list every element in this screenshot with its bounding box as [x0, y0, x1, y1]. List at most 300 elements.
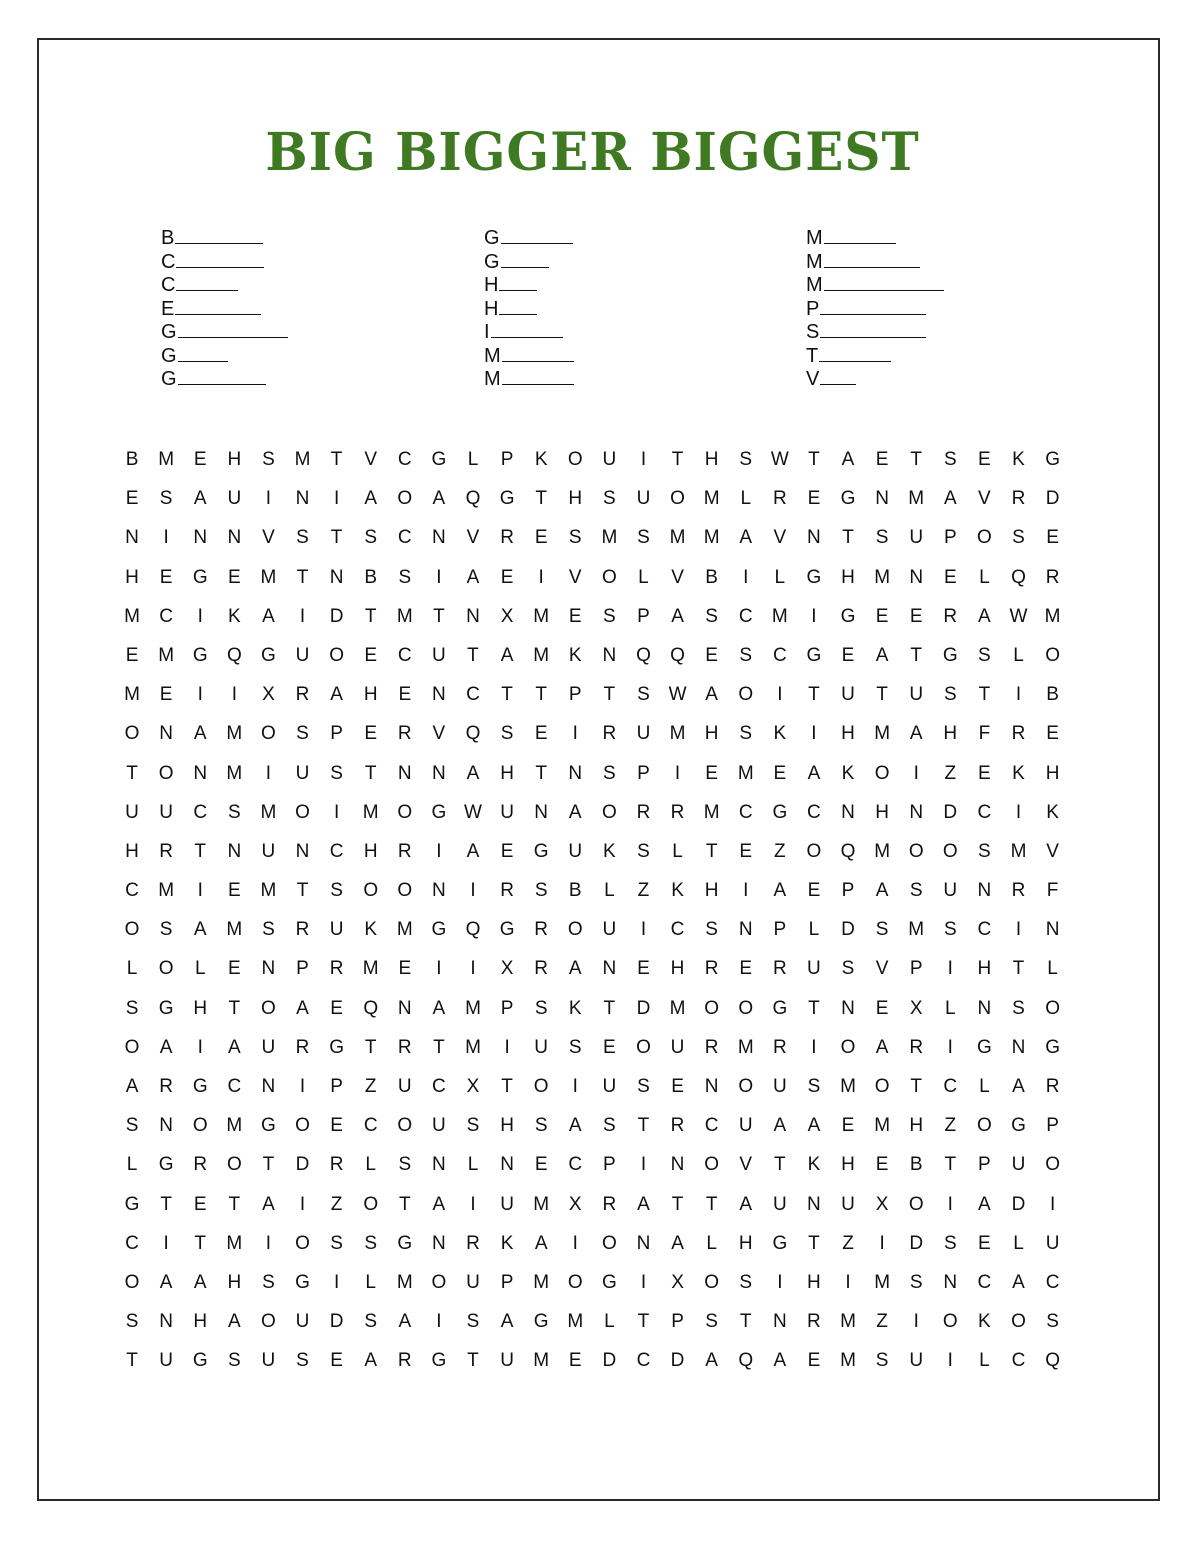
- grid-letter[interactable]: C: [125, 1232, 139, 1254]
- grid-letter[interactable]: S: [1012, 997, 1025, 1019]
- grid-letter[interactable]: P: [603, 1154, 616, 1176]
- grid-letter[interactable]: E: [739, 840, 753, 862]
- grid-letter[interactable]: N: [670, 1154, 685, 1176]
- grid-letter[interactable]: I: [743, 566, 749, 588]
- grid-letter[interactable]: P: [637, 605, 650, 627]
- clue-answer-blank[interactable]: [176, 272, 238, 291]
- grid-letter[interactable]: T: [296, 566, 309, 588]
- grid-letter[interactable]: E: [227, 880, 241, 902]
- grid-letter[interactable]: E: [227, 566, 241, 588]
- grid-letter[interactable]: S: [227, 801, 241, 823]
- grid-letter[interactable]: F: [1046, 880, 1059, 902]
- grid-letter[interactable]: A: [909, 723, 923, 745]
- grid-letter[interactable]: N: [432, 1232, 446, 1254]
- grid-letter[interactable]: D: [636, 997, 651, 1019]
- grid-letter[interactable]: K: [500, 1232, 514, 1254]
- grid-letter[interactable]: O: [567, 449, 583, 470]
- grid-letter[interactable]: M: [703, 801, 720, 823]
- grid-letter[interactable]: D: [943, 801, 958, 823]
- grid-letter[interactable]: R: [193, 1154, 208, 1176]
- grid-letter[interactable]: S: [466, 1311, 480, 1333]
- grid-letter[interactable]: E: [193, 449, 207, 470]
- grid-letter[interactable]: N: [227, 527, 242, 549]
- grid-letter[interactable]: U: [466, 1271, 480, 1293]
- grid-letter[interactable]: T: [910, 449, 922, 470]
- grid-letter[interactable]: S: [534, 880, 548, 902]
- grid-letter[interactable]: S: [739, 644, 753, 666]
- grid-letter[interactable]: S: [705, 605, 718, 627]
- grid-letter[interactable]: E: [364, 644, 378, 666]
- grid-letter[interactable]: S: [943, 919, 957, 941]
- grid-letter[interactable]: X: [262, 684, 275, 706]
- grid-letter[interactable]: P: [568, 684, 582, 706]
- grid-letter[interactable]: T: [126, 762, 138, 784]
- grid-letter[interactable]: U: [125, 801, 139, 823]
- grid-letter[interactable]: M: [124, 605, 140, 627]
- grid-letter[interactable]: V: [568, 566, 582, 588]
- grid-letter[interactable]: I: [913, 1311, 919, 1333]
- grid-letter[interactable]: T: [910, 644, 922, 666]
- grid-letter[interactable]: T: [330, 449, 343, 470]
- grid-letter[interactable]: S: [227, 1350, 241, 1372]
- grid-letter[interactable]: O: [840, 1036, 856, 1058]
- grid-letter[interactable]: N: [432, 684, 446, 706]
- grid-letter[interactable]: K: [978, 1311, 991, 1333]
- grid-letter[interactable]: O: [226, 1154, 242, 1176]
- grid-letter[interactable]: P: [500, 449, 514, 470]
- grid-letter[interactable]: T: [1012, 958, 1025, 980]
- clue-answer-blank[interactable]: [175, 225, 263, 244]
- grid-letter[interactable]: G: [942, 644, 958, 666]
- grid-letter[interactable]: V: [773, 527, 787, 549]
- grid-letter[interactable]: G: [124, 1193, 140, 1215]
- grid-letter[interactable]: E: [1046, 527, 1059, 549]
- grid-letter[interactable]: C: [125, 880, 139, 902]
- grid-letter[interactable]: U: [227, 488, 242, 510]
- grid-letter[interactable]: D: [1045, 488, 1060, 510]
- grid-letter[interactable]: I: [947, 1193, 953, 1215]
- grid-letter[interactable]: E: [841, 1115, 855, 1137]
- grid-letter[interactable]: I: [777, 684, 783, 706]
- grid-letter[interactable]: U: [738, 1115, 753, 1137]
- grid-letter[interactable]: M: [840, 1076, 856, 1097]
- clue-answer-blank[interactable]: [491, 319, 563, 338]
- grid-letter[interactable]: M: [874, 566, 891, 588]
- grid-letter[interactable]: O: [261, 1311, 276, 1333]
- grid-letter[interactable]: G: [1011, 1115, 1026, 1137]
- grid-letter[interactable]: O: [363, 1193, 379, 1215]
- grid-letter[interactable]: I: [470, 880, 476, 902]
- grid-letter[interactable]: O: [397, 488, 413, 510]
- grid-letter[interactable]: E: [159, 684, 173, 706]
- grid-letter[interactable]: I: [1015, 801, 1022, 823]
- grid-letter[interactable]: M: [226, 723, 243, 745]
- grid-letter[interactable]: E: [500, 566, 514, 588]
- grid-letter[interactable]: I: [913, 762, 919, 784]
- grid-letter[interactable]: E: [364, 723, 378, 745]
- grid-letter[interactable]: A: [807, 762, 821, 784]
- grid-letter[interactable]: U: [500, 1350, 514, 1372]
- grid-letter[interactable]: O: [908, 1193, 924, 1215]
- grid-letter[interactable]: I: [947, 1036, 953, 1058]
- grid-letter[interactable]: T: [433, 605, 445, 627]
- grid-letter[interactable]: S: [943, 449, 957, 470]
- grid-letter[interactable]: U: [602, 449, 617, 470]
- grid-letter[interactable]: H: [125, 566, 139, 588]
- grid-letter[interactable]: M: [396, 1271, 413, 1293]
- grid-letter[interactable]: M: [703, 527, 720, 549]
- grid-letter[interactable]: O: [261, 723, 276, 745]
- grid-letter[interactable]: S: [807, 1076, 821, 1097]
- grid-letter[interactable]: Q: [738, 1350, 754, 1372]
- grid-letter[interactable]: H: [363, 840, 378, 862]
- grid-letter[interactable]: S: [637, 840, 650, 862]
- grid-letter[interactable]: H: [363, 684, 378, 706]
- grid-letter[interactable]: H: [977, 958, 992, 980]
- grid-letter[interactable]: S: [159, 919, 173, 941]
- grid-letter[interactable]: R: [329, 1154, 344, 1176]
- grid-letter[interactable]: T: [296, 880, 309, 902]
- grid-letter[interactable]: T: [501, 1076, 513, 1097]
- grid-letter[interactable]: X: [500, 605, 514, 627]
- grid-letter[interactable]: T: [433, 1036, 445, 1058]
- grid-letter[interactable]: S: [978, 644, 991, 666]
- grid-letter[interactable]: U: [432, 1115, 446, 1137]
- grid-letter[interactable]: M: [669, 527, 686, 549]
- grid-letter[interactable]: S: [943, 1232, 957, 1254]
- grid-letter[interactable]: U: [636, 488, 651, 510]
- grid-letter[interactable]: E: [978, 1232, 991, 1254]
- grid-letter[interactable]: K: [364, 919, 378, 941]
- grid-letter[interactable]: I: [640, 1271, 647, 1293]
- grid-letter[interactable]: G: [431, 1350, 447, 1372]
- grid-letter[interactable]: U: [295, 762, 310, 784]
- grid-letter[interactable]: W: [668, 684, 687, 706]
- grid-letter[interactable]: L: [706, 1232, 717, 1254]
- grid-letter[interactable]: T: [603, 997, 616, 1019]
- grid-letter[interactable]: I: [197, 880, 203, 902]
- grid-letter[interactable]: S: [978, 840, 991, 862]
- grid-letter[interactable]: D: [329, 605, 344, 627]
- grid-letter[interactable]: T: [364, 762, 377, 784]
- grid-letter[interactable]: Q: [670, 644, 685, 666]
- grid-letter[interactable]: G: [806, 566, 822, 588]
- grid-letter[interactable]: X: [568, 1193, 582, 1215]
- grid-letter[interactable]: S: [943, 684, 957, 706]
- clue-answer-blank[interactable]: [502, 343, 574, 362]
- grid-letter[interactable]: U: [329, 919, 344, 941]
- grid-letter[interactable]: E: [330, 1115, 343, 1137]
- grid-letter[interactable]: Z: [330, 1193, 343, 1215]
- grid-letter[interactable]: A: [500, 1311, 514, 1333]
- grid-letter[interactable]: A: [637, 1193, 650, 1215]
- clue-answer-blank[interactable]: [820, 296, 926, 315]
- grid-letter[interactable]: V: [671, 566, 684, 588]
- grid-letter[interactable]: M: [260, 566, 277, 588]
- grid-letter[interactable]: U: [261, 1350, 276, 1372]
- grid-letter[interactable]: W: [464, 801, 482, 823]
- grid-letter[interactable]: M: [874, 723, 891, 745]
- grid-letter[interactable]: E: [534, 1154, 548, 1176]
- grid-letter[interactable]: G: [772, 801, 788, 823]
- grid-letter[interactable]: N: [807, 1193, 821, 1215]
- grid-letter[interactable]: E: [193, 1193, 207, 1215]
- clue-answer-blank[interactable]: [824, 272, 944, 291]
- grid-letter[interactable]: O: [942, 1311, 958, 1333]
- grid-letter[interactable]: H: [227, 1271, 242, 1293]
- grid-letter[interactable]: K: [603, 840, 616, 862]
- grid-letter[interactable]: Z: [944, 762, 957, 784]
- grid-letter[interactable]: S: [637, 527, 650, 549]
- grid-letter[interactable]: P: [909, 958, 923, 980]
- grid-letter[interactable]: U: [534, 1036, 549, 1058]
- grid-letter[interactable]: C: [466, 684, 480, 706]
- grid-letter[interactable]: W: [1009, 605, 1028, 627]
- grid-letter[interactable]: A: [978, 605, 991, 627]
- grid-letter[interactable]: I: [197, 1036, 203, 1058]
- grid-letter[interactable]: E: [807, 488, 821, 510]
- grid-letter[interactable]: O: [295, 1115, 310, 1137]
- grid-letter[interactable]: T: [535, 488, 547, 510]
- grid-letter[interactable]: R: [500, 527, 514, 549]
- grid-letter[interactable]: R: [500, 880, 514, 902]
- grid-letter[interactable]: N: [704, 1076, 719, 1097]
- grid-letter[interactable]: Q: [465, 919, 481, 941]
- grid-letter[interactable]: N: [909, 801, 924, 823]
- grid-letter[interactable]: I: [538, 566, 544, 588]
- grid-letter[interactable]: K: [534, 449, 548, 470]
- grid-letter[interactable]: K: [1046, 801, 1059, 823]
- grid-letter[interactable]: G: [840, 605, 856, 627]
- grid-letter[interactable]: U: [397, 1076, 412, 1097]
- grid-letter[interactable]: I: [299, 1076, 306, 1097]
- grid-letter[interactable]: I: [811, 1036, 817, 1058]
- grid-letter[interactable]: O: [329, 644, 344, 666]
- grid-letter[interactable]: O: [670, 488, 685, 510]
- grid-letter[interactable]: P: [500, 1271, 514, 1293]
- grid-letter[interactable]: G: [192, 566, 208, 588]
- grid-letter[interactable]: A: [193, 488, 207, 510]
- grid-letter[interactable]: N: [977, 880, 992, 902]
- grid-letter[interactable]: O: [738, 684, 754, 706]
- grid-letter[interactable]: R: [1045, 566, 1060, 588]
- grid-letter[interactable]: R: [772, 958, 787, 980]
- grid-letter[interactable]: N: [738, 919, 753, 941]
- grid-letter[interactable]: U: [909, 684, 924, 706]
- grid-letter[interactable]: N: [261, 1076, 276, 1097]
- grid-letter[interactable]: C: [397, 449, 412, 470]
- grid-letter[interactable]: O: [431, 1271, 447, 1293]
- grid-letter[interactable]: S: [705, 1311, 718, 1333]
- grid-letter[interactable]: C: [772, 644, 787, 666]
- grid-letter[interactable]: R: [772, 488, 787, 510]
- grid-letter[interactable]: L: [194, 958, 206, 980]
- grid-letter[interactable]: A: [875, 644, 889, 666]
- grid-letter[interactable]: G: [431, 801, 447, 823]
- grid-letter[interactable]: E: [705, 762, 718, 784]
- grid-letter[interactable]: E: [875, 605, 889, 627]
- grid-letter[interactable]: C: [227, 1076, 242, 1097]
- grid-letter[interactable]: M: [260, 801, 277, 823]
- grid-letter[interactable]: M: [874, 1115, 891, 1137]
- grid-letter[interactable]: M: [396, 605, 413, 627]
- grid-letter[interactable]: E: [841, 644, 855, 666]
- grid-letter[interactable]: T: [637, 1115, 650, 1137]
- grid-letter[interactable]: A: [159, 1036, 173, 1058]
- grid-letter[interactable]: I: [231, 684, 237, 706]
- grid-letter[interactable]: O: [1011, 1311, 1026, 1333]
- grid-letter[interactable]: V: [978, 488, 991, 510]
- grid-letter[interactable]: O: [124, 723, 140, 745]
- grid-letter[interactable]: K: [671, 880, 684, 902]
- grid-letter[interactable]: U: [807, 958, 821, 980]
- grid-letter[interactable]: A: [193, 1271, 207, 1293]
- grid-letter[interactable]: U: [500, 801, 514, 823]
- grid-letter[interactable]: I: [572, 1232, 578, 1254]
- grid-letter[interactable]: A: [943, 488, 957, 510]
- grid-letter[interactable]: I: [333, 1271, 340, 1293]
- grid-letter[interactable]: S: [296, 527, 309, 549]
- grid-letter[interactable]: S: [909, 880, 923, 902]
- grid-letter[interactable]: S: [330, 1232, 343, 1254]
- grid-letter[interactable]: L: [1013, 644, 1024, 666]
- grid-letter[interactable]: T: [637, 1311, 650, 1333]
- grid-letter[interactable]: T: [467, 1350, 479, 1372]
- grid-letter[interactable]: H: [807, 1271, 821, 1293]
- grid-letter[interactable]: S: [125, 997, 139, 1019]
- grid-letter[interactable]: N: [500, 1154, 514, 1176]
- grid-letter[interactable]: K: [807, 1154, 821, 1176]
- grid-letter[interactable]: I: [265, 762, 272, 784]
- grid-letter[interactable]: O: [192, 1115, 208, 1137]
- grid-letter[interactable]: T: [535, 684, 547, 706]
- grid-letter[interactable]: A: [1012, 1076, 1025, 1097]
- grid-letter[interactable]: H: [568, 488, 583, 510]
- grid-letter[interactable]: L: [467, 449, 479, 470]
- grid-letter[interactable]: O: [158, 958, 174, 980]
- grid-letter[interactable]: T: [330, 527, 343, 549]
- clue-answer-blank[interactable]: [178, 366, 266, 385]
- grid-letter[interactable]: A: [773, 880, 787, 902]
- grid-letter[interactable]: T: [160, 1193, 172, 1215]
- grid-letter[interactable]: N: [432, 762, 446, 784]
- grid-letter[interactable]: M: [465, 1036, 481, 1058]
- grid-letter[interactable]: I: [640, 919, 647, 941]
- grid-letter[interactable]: A: [432, 997, 446, 1019]
- clue-answer-blank[interactable]: [178, 319, 288, 338]
- grid-letter[interactable]: D: [909, 1232, 924, 1254]
- grid-letter[interactable]: O: [295, 801, 310, 823]
- grid-letter[interactable]: N: [636, 1232, 651, 1254]
- grid-letter[interactable]: C: [977, 919, 992, 941]
- grid-letter[interactable]: N: [159, 723, 173, 745]
- grid-letter[interactable]: K: [773, 723, 787, 745]
- grid-letter[interactable]: X: [875, 1193, 889, 1215]
- grid-letter[interactable]: N: [977, 997, 992, 1019]
- grid-letter[interactable]: T: [705, 840, 718, 862]
- grid-letter[interactable]: H: [1045, 762, 1060, 784]
- grid-letter[interactable]: E: [568, 605, 582, 627]
- grid-letter[interactable]: T: [535, 762, 547, 784]
- grid-letter[interactable]: U: [159, 1350, 173, 1372]
- grid-letter[interactable]: H: [227, 449, 242, 470]
- grid-letter[interactable]: M: [533, 644, 550, 666]
- grid-letter[interactable]: I: [299, 605, 306, 627]
- grid-letter[interactable]: U: [943, 880, 958, 902]
- grid-letter[interactable]: E: [978, 449, 991, 470]
- grid-letter[interactable]: I: [265, 488, 272, 510]
- grid-letter[interactable]: A: [193, 919, 207, 941]
- grid-letter[interactable]: H: [704, 723, 719, 745]
- grid-letter[interactable]: S: [739, 449, 753, 470]
- grid-letter[interactable]: N: [841, 997, 855, 1019]
- grid-letter[interactable]: R: [397, 840, 412, 862]
- grid-letter[interactable]: M: [1044, 605, 1061, 627]
- grid-letter[interactable]: E: [500, 840, 514, 862]
- grid-letter[interactable]: R: [534, 919, 549, 941]
- grid-letter[interactable]: M: [533, 1193, 550, 1215]
- grid-letter[interactable]: Q: [1045, 1350, 1060, 1372]
- grid-letter[interactable]: O: [601, 801, 617, 823]
- grid-letter[interactable]: I: [436, 1311, 442, 1333]
- grid-letter[interactable]: T: [228, 1193, 241, 1215]
- grid-letter[interactable]: S: [398, 1154, 412, 1176]
- grid-letter[interactable]: E: [330, 1350, 343, 1372]
- grid-letter[interactable]: Q: [636, 644, 651, 666]
- grid-letter[interactable]: B: [1046, 684, 1059, 706]
- grid-letter[interactable]: L: [808, 919, 820, 941]
- grid-letter[interactable]: S: [330, 762, 343, 784]
- grid-letter[interactable]: K: [568, 997, 582, 1019]
- clue-answer-blank[interactable]: [175, 296, 261, 315]
- grid-letter[interactable]: T: [671, 1193, 684, 1215]
- grid-letter[interactable]: S: [603, 762, 616, 784]
- grid-letter[interactable]: E: [534, 723, 548, 745]
- grid-letter[interactable]: A: [1012, 1271, 1025, 1293]
- grid-letter[interactable]: I: [504, 1036, 510, 1058]
- grid-letter[interactable]: E: [807, 880, 821, 902]
- grid-letter[interactable]: O: [397, 1115, 413, 1137]
- grid-letter[interactable]: V: [1046, 840, 1059, 862]
- grid-letter[interactable]: E: [875, 449, 889, 470]
- grid-letter[interactable]: K: [1012, 762, 1025, 784]
- grid-letter[interactable]: I: [265, 1232, 272, 1254]
- grid-letter[interactable]: R: [466, 1232, 480, 1254]
- grid-letter[interactable]: M: [533, 1350, 550, 1372]
- grid-letter[interactable]: M: [226, 1115, 243, 1137]
- grid-letter[interactable]: R: [636, 801, 651, 823]
- grid-letter[interactable]: T: [876, 684, 888, 706]
- grid-letter[interactable]: I: [845, 1271, 851, 1293]
- grid-letter[interactable]: O: [567, 1271, 583, 1293]
- grid-letter[interactable]: O: [874, 1076, 890, 1097]
- grid-letter[interactable]: O: [942, 840, 958, 862]
- grid-letter[interactable]: R: [329, 958, 344, 980]
- grid-letter[interactable]: I: [572, 723, 578, 745]
- grid-letter[interactable]: V: [466, 527, 480, 549]
- grid-letter[interactable]: S: [330, 880, 343, 902]
- grid-letter[interactable]: M: [465, 997, 481, 1019]
- clue-answer-blank[interactable]: [501, 249, 549, 268]
- grid-letter[interactable]: L: [672, 840, 683, 862]
- grid-letter[interactable]: U: [295, 644, 310, 666]
- grid-letter[interactable]: W: [770, 449, 789, 470]
- grid-letter[interactable]: G: [295, 1271, 310, 1293]
- grid-letter[interactable]: T: [364, 605, 377, 627]
- grid-letter[interactable]: I: [470, 958, 476, 980]
- grid-letter[interactable]: I: [640, 1154, 647, 1176]
- grid-letter[interactable]: N: [397, 762, 412, 784]
